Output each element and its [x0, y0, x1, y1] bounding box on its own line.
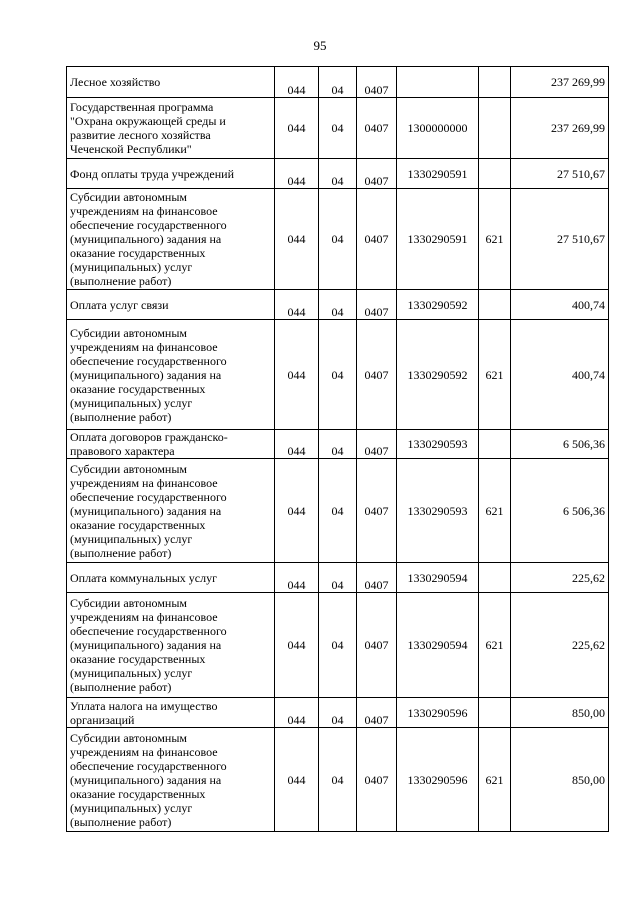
section-code-cell: 04	[319, 430, 357, 459]
subsection-code-cell: 0407	[357, 459, 397, 563]
target-article-cell: 1330290596	[397, 728, 479, 832]
section-code-cell: 04	[319, 593, 357, 698]
expense-type-cell: 621	[479, 728, 511, 832]
table-row	[67, 728, 609, 832]
target-article-cell: 1330290596	[397, 698, 479, 728]
target-article-cell	[397, 67, 479, 98]
ministry-code-cell: 044	[275, 459, 319, 563]
row-name-cell: Фонд оплаты труда учреждений	[67, 159, 275, 189]
amount-cell: 6 506,36	[511, 430, 609, 459]
table-row	[67, 320, 609, 430]
section-code-cell: 04	[319, 459, 357, 563]
expense-type-cell	[479, 698, 511, 728]
section-code-cell: 04	[319, 189, 357, 290]
subsection-code-cell: 0407	[357, 320, 397, 430]
ministry-code-cell: 044	[275, 98, 319, 159]
amount-cell: 237 269,99	[511, 98, 609, 159]
amount-cell: 237 269,99	[511, 67, 609, 98]
subsection-code-cell: 0407	[357, 98, 397, 159]
row-name-cell: Субсидии автономным учреждениям на финансовое обеспечение государственного (муниципального) задания на оказание государственных (муниципальных) услуг (выполнение работ)	[67, 320, 275, 430]
expense-type-cell	[479, 563, 511, 593]
expense-type-cell: 621	[479, 320, 511, 430]
subsection-code-cell: 0407	[357, 159, 397, 189]
amount-cell: 850,00	[511, 698, 609, 728]
ministry-code-cell: 044	[275, 159, 319, 189]
row-name-cell: Уплата налога на имущество организаций	[67, 698, 275, 728]
expense-type-cell: 621	[479, 459, 511, 563]
subsection-code-cell: 0407	[357, 563, 397, 593]
ministry-code-cell: 044	[275, 563, 319, 593]
table-row	[67, 67, 609, 98]
section-code-cell: 04	[319, 320, 357, 430]
amount-cell: 225,62	[511, 593, 609, 698]
section-code-cell: 04	[319, 290, 357, 320]
row-name-cell: Субсидии автономным учреждениям на финансовое обеспечение государственного (муниципального) задания на оказание государственных (муниципальных) услуг (выполнение работ)	[67, 189, 275, 290]
expense-type-cell	[479, 159, 511, 189]
amount-cell: 225,62	[511, 563, 609, 593]
target-article-cell: 1330290591	[397, 159, 479, 189]
subsection-code-cell: 0407	[357, 189, 397, 290]
target-article-cell: 1300000000	[397, 98, 479, 159]
subsection-code-cell: 0407	[357, 290, 397, 320]
budget-table	[66, 66, 609, 832]
ministry-code-cell: 044	[275, 593, 319, 698]
target-article-cell: 1330290591	[397, 189, 479, 290]
row-name-cell: Оплата коммунальных услуг	[67, 563, 275, 593]
ministry-code-cell: 044	[275, 320, 319, 430]
ministry-code-cell: 044	[275, 67, 319, 98]
expense-type-cell: 621	[479, 189, 511, 290]
budget-table-body	[67, 67, 609, 832]
target-article-cell: 1330290592	[397, 290, 479, 320]
table-row	[67, 593, 609, 698]
amount-cell: 27 510,67	[511, 189, 609, 290]
expense-type-cell	[479, 290, 511, 320]
section-code-cell: 04	[319, 67, 357, 98]
subsection-code-cell: 0407	[357, 698, 397, 728]
target-article-cell: 1330290594	[397, 593, 479, 698]
ministry-code-cell: 044	[275, 189, 319, 290]
target-article-cell: 1330290593	[397, 430, 479, 459]
row-name-cell: Оплата услуг связи	[67, 290, 275, 320]
target-article-cell: 1330290592	[397, 320, 479, 430]
ministry-code-cell: 044	[275, 290, 319, 320]
row-name-cell: Оплата договоров гражданско- правового характера	[67, 430, 275, 459]
subsection-code-cell: 0407	[357, 67, 397, 98]
row-name-cell: Субсидии автономным учреждениям на финансовое обеспечение государственного (муниципального) задания на оказание государственных (муниципальных) услуг (выполнение работ)	[67, 459, 275, 563]
section-code-cell: 04	[319, 698, 357, 728]
table-row	[67, 563, 609, 593]
table-row	[67, 98, 609, 159]
table-row	[67, 430, 609, 459]
ministry-code-cell: 044	[275, 728, 319, 832]
ministry-code-cell: 044	[275, 430, 319, 459]
ministry-code-cell: 044	[275, 698, 319, 728]
row-name-cell: Лесное хозяйство	[67, 67, 275, 98]
subsection-code-cell: 0407	[357, 728, 397, 832]
subsection-code-cell: 0407	[357, 593, 397, 698]
section-code-cell: 04	[319, 563, 357, 593]
section-code-cell: 04	[319, 98, 357, 159]
table-row	[67, 698, 609, 728]
row-name-cell: Субсидии автономным учреждениям на финансовое обеспечение государственного (муниципального) задания на оказание государственных (муниципальных) услуг (выполнение работ)	[67, 728, 275, 832]
page-number: 95	[313, 38, 327, 53]
expense-type-cell	[479, 430, 511, 459]
subsection-code-cell: 0407	[357, 430, 397, 459]
amount-cell: 850,00	[511, 728, 609, 832]
table-row	[67, 290, 609, 320]
table-row	[67, 159, 609, 189]
target-article-cell: 1330290594	[397, 563, 479, 593]
amount-cell: 400,74	[511, 290, 609, 320]
expense-type-cell	[479, 67, 511, 98]
amount-cell: 6 506,36	[511, 459, 609, 563]
target-article-cell: 1330290593	[397, 459, 479, 563]
table-row	[67, 189, 609, 290]
table-row	[67, 459, 609, 563]
expense-type-cell	[479, 98, 511, 159]
row-name-cell: Государственная программа "Охрана окружающей среды и развитие лесного хозяйства Чеченской Республики"	[67, 98, 275, 159]
amount-cell: 27 510,67	[511, 159, 609, 189]
section-code-cell: 04	[319, 728, 357, 832]
amount-cell: 400,74	[511, 320, 609, 430]
expense-type-cell: 621	[479, 593, 511, 698]
row-name-cell: Субсидии автономным учреждениям на финансовое обеспечение государственного (муниципального) задания на оказание государственных (муниципальных) услуг (выполнение работ)	[67, 593, 275, 698]
section-code-cell: 04	[319, 159, 357, 189]
